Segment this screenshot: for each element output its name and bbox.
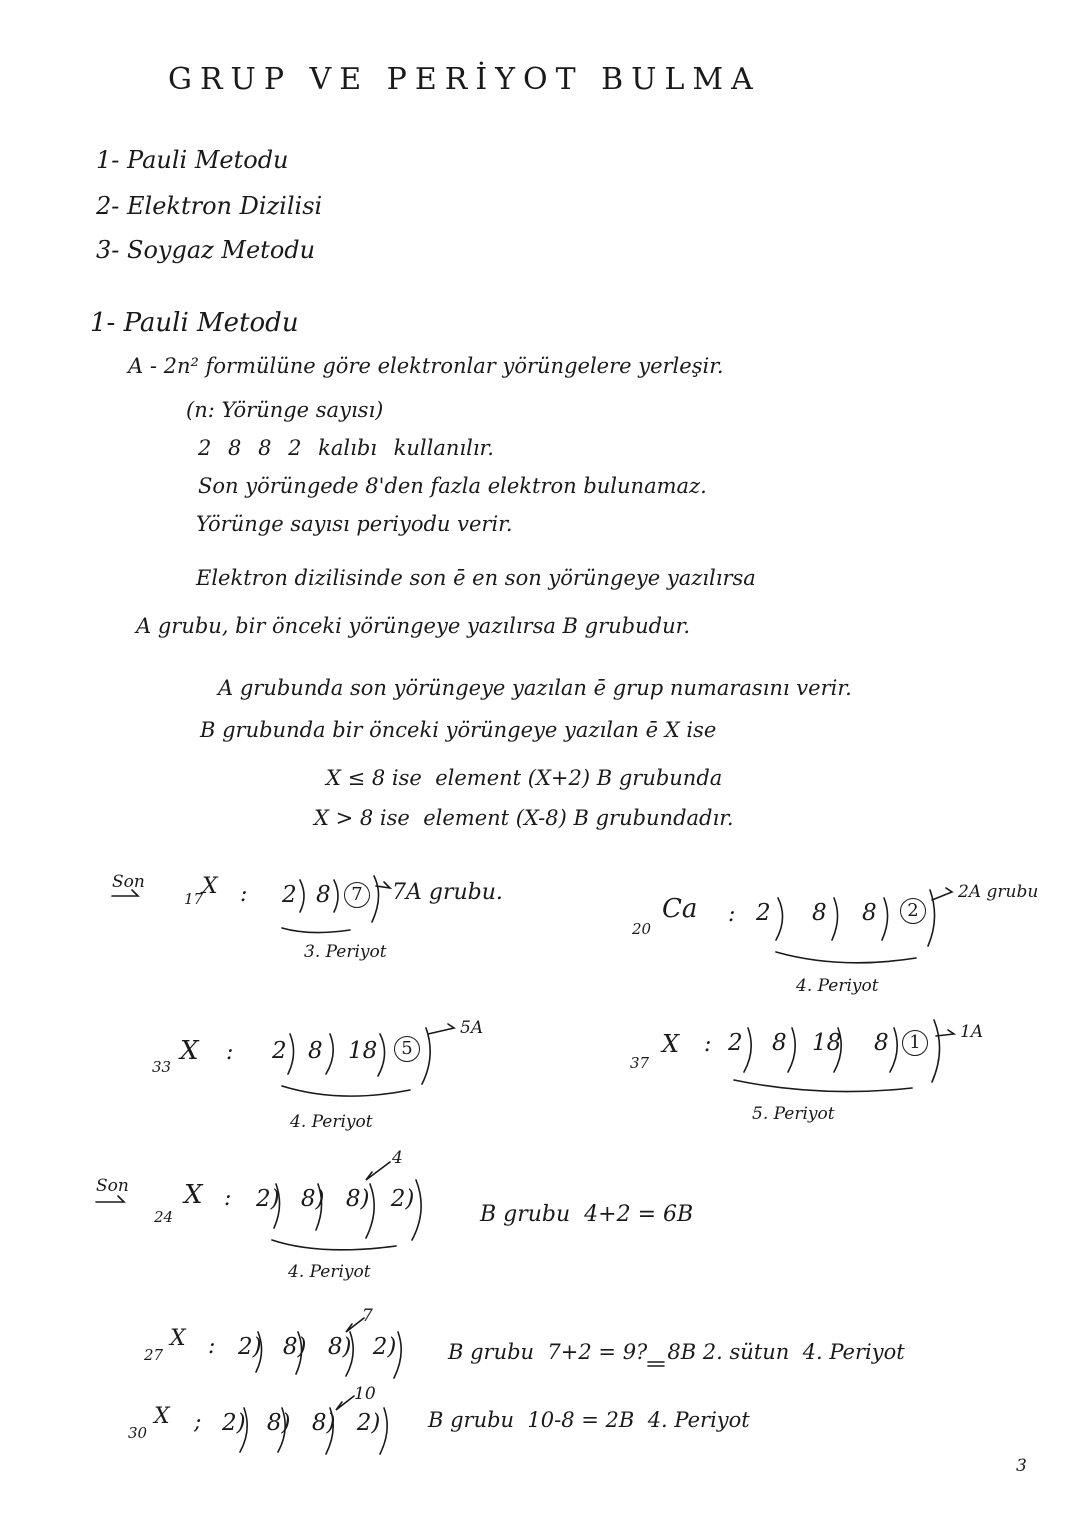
arrow-value-30: 10 xyxy=(354,1384,376,1404)
b-group-rule: B grubunda bir önceki yörüngeye yazılan ē X ise xyxy=(200,718,717,742)
son-label-24: Son xyxy=(96,1176,129,1196)
atomic-number-20: 20 xyxy=(632,920,652,938)
result-33: 5A xyxy=(460,1018,484,1038)
shell-33-1: 2 xyxy=(272,1038,287,1064)
last-shell-20: 2 xyxy=(900,898,926,924)
colon-27: : xyxy=(208,1334,216,1359)
a-group-rule: A grubunda son yörüngeye yazılan ē grup numarasını verir. xyxy=(218,676,852,700)
rule-formula: A - 2n² formülüne göre elektronlar yörüngelere yerleşir. xyxy=(128,354,724,378)
arrow-27 xyxy=(346,1318,364,1332)
page-title: GRUP VE PERİYOT BULMA xyxy=(168,62,761,97)
arrow-24 xyxy=(366,1162,390,1180)
result-arrow-33 xyxy=(428,1024,454,1034)
colon-20: : xyxy=(728,902,736,927)
result-30: B grubu 10-8 = 2B 4. Periyot xyxy=(428,1408,750,1432)
arrow-value-27: 7 xyxy=(362,1306,373,1326)
atomic-number-30: 30 xyxy=(128,1424,148,1442)
period-33: 4. Periyot xyxy=(290,1112,373,1132)
shell-arc-27 xyxy=(256,1332,401,1378)
symbol-27: X xyxy=(170,1326,186,1351)
shell-17-1: 2 xyxy=(282,882,297,908)
period-rule: Yörünge sayısı periyodu verir. xyxy=(196,512,513,536)
symbol-17: X xyxy=(202,874,218,899)
atomic-number-33: 33 xyxy=(152,1058,172,1076)
colon-33: : xyxy=(226,1040,234,1065)
shell-20-3: 8 xyxy=(862,900,877,926)
symbol-30: X xyxy=(154,1404,170,1429)
underbrace-20 xyxy=(776,952,916,963)
method-item-3: 3- Soygaz Metodu xyxy=(96,236,316,264)
result-17: 7A grubu. xyxy=(392,880,503,905)
last-shell-33: 5 xyxy=(394,1036,420,1062)
colon-17: : xyxy=(240,882,248,907)
underbrace-37 xyxy=(734,1080,912,1092)
condition-gt-8: X > 8 ise element (X-8) B grubundadır. xyxy=(314,806,734,830)
method-item-2: 2- Elektron Dizilisi xyxy=(96,192,323,220)
config-30: 2) 8) 8) 2) xyxy=(222,1410,381,1436)
pattern-rule: 2 8 8 2 kalıbı kullanılır. xyxy=(198,436,494,460)
shell-37-3: 18 xyxy=(812,1030,842,1056)
config-24: 2) 8) 8) 2) xyxy=(256,1186,415,1212)
last-shell-rule: Son yörüngede 8'den fazla elektron bulunamaz. xyxy=(198,474,707,498)
atomic-number-24: 24 xyxy=(154,1208,174,1226)
group-rule-line-2: A grubu, bir önceki yörüngeye yazılırsa B grubudur. xyxy=(136,614,691,638)
shell-arc-33 xyxy=(288,1028,430,1084)
symbol-24: X xyxy=(184,1180,203,1210)
period-17: 3. Periyot xyxy=(304,942,387,962)
shell-17-2: 8 xyxy=(316,882,331,908)
shell-arc-37 xyxy=(744,1020,940,1082)
period-20: 4. Periyot xyxy=(796,976,879,996)
result-arrow-20 xyxy=(932,888,952,900)
son-label: Son xyxy=(112,872,145,892)
atomic-number-27: 27 xyxy=(144,1346,164,1364)
arrow-30 xyxy=(336,1396,354,1410)
shell-arc-30 xyxy=(240,1408,387,1454)
last-shell-17: 7 xyxy=(344,882,370,908)
config-27: 2) 8) 8) 2) xyxy=(238,1334,397,1360)
last-shell-37: 1 xyxy=(902,1030,928,1056)
shell-37-1: 2 xyxy=(728,1030,743,1056)
shell-37-4: 8 xyxy=(874,1030,889,1056)
symbol-33: X xyxy=(180,1036,199,1066)
son-arrow-24 xyxy=(96,1196,124,1202)
colon-30: ; xyxy=(194,1410,202,1435)
underline-27 xyxy=(648,1362,664,1366)
period-24: 4. Periyot xyxy=(288,1262,371,1282)
shell-arc-24 xyxy=(274,1180,421,1240)
result-27: B grubu 7+2 = 9? 8B 2. sütun 4. Periyot xyxy=(448,1340,905,1364)
section-heading: 1- Pauli Metodu xyxy=(90,308,299,338)
result-20: 2A grubu xyxy=(958,882,1039,902)
page-number: 3 xyxy=(1016,1456,1027,1476)
group-rule-line-1: Elektron dizilisinde son ē en son yörüngeye yazılırsa xyxy=(196,566,756,590)
shell-37-2: 8 xyxy=(772,1030,787,1056)
colon-37: : xyxy=(704,1032,712,1057)
underbrace-24 xyxy=(272,1240,396,1250)
shell-arc-20 xyxy=(776,890,935,946)
son-arrow-17 xyxy=(112,890,138,896)
result-37: 1A xyxy=(960,1022,984,1042)
symbol-20: Ca xyxy=(662,894,698,924)
atomic-number-37: 37 xyxy=(630,1054,650,1072)
shell-20-1: 2 xyxy=(756,900,771,926)
shell-arc-17 xyxy=(300,876,379,922)
colon-24: : xyxy=(224,1186,232,1211)
underbrace-17 xyxy=(282,928,350,933)
symbol-37: X xyxy=(662,1030,680,1058)
arrow-value-24: 4 xyxy=(392,1148,403,1168)
condition-le-8: X ≤ 8 ise element (X+2) B grubunda xyxy=(326,766,723,790)
result-24: B grubu 4+2 = 6B xyxy=(480,1202,694,1227)
atomic-number-17: 17 xyxy=(184,890,204,908)
underbrace-33 xyxy=(282,1086,410,1096)
n-note: (n: Yörünge sayısı) xyxy=(186,398,384,422)
period-37: 5. Periyot xyxy=(752,1104,835,1124)
shell-33-3: 18 xyxy=(348,1038,378,1064)
shell-20-2: 8 xyxy=(812,900,827,926)
shell-33-2: 8 xyxy=(308,1038,323,1064)
method-item-1: 1- Pauli Metodu xyxy=(96,146,289,174)
